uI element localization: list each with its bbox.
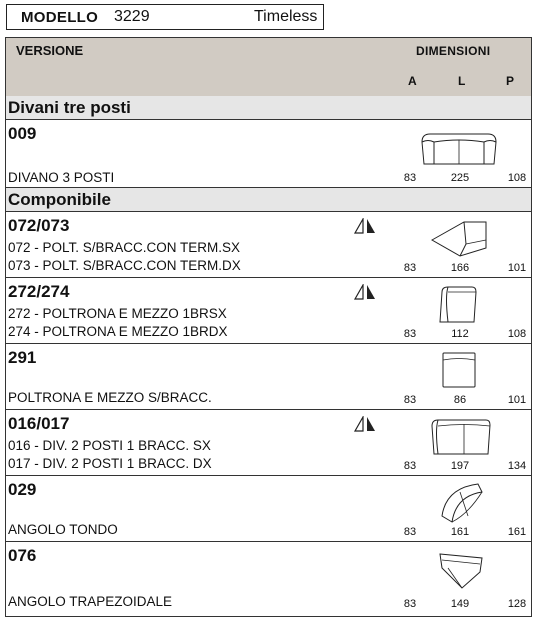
version-description: 073 - POLT. S/BRACC.CON TERM.DX [8, 258, 241, 273]
table-row [6, 278, 531, 344]
dim-p-header: P [506, 74, 515, 88]
table-row [6, 344, 531, 410]
version-code: 009 [8, 124, 37, 143]
version-description: DIVANO 3 POSTI [8, 170, 115, 185]
version-code: 291 [8, 348, 37, 367]
dimensions-header: DIMENSIONI [416, 44, 491, 58]
mirror-symmetry-icon [354, 218, 376, 234]
version-code: 272/274 [8, 282, 70, 301]
version-description: 017 - DIV. 2 POSTI 1 BRACC. DX [8, 456, 212, 471]
dim-l-value: 197 [450, 460, 470, 472]
version-code: 072/073 [8, 216, 70, 235]
version-description: ANGOLO TONDO [8, 522, 118, 537]
dim-l-header: L [458, 74, 466, 88]
model-label: MODELLO [21, 9, 99, 26]
model-box [6, 4, 324, 30]
versions-table [5, 37, 532, 617]
chair-half-one-arm-icon [436, 284, 480, 326]
version-description: 072 - POLT. S/BRACC.CON TERM.SX [8, 240, 241, 255]
dim-p-value: 161 [507, 526, 527, 538]
dim-l-value: 225 [450, 172, 470, 184]
dim-p-value: 101 [507, 394, 527, 406]
version-code: 076 [8, 546, 37, 565]
round-corner-icon [438, 480, 486, 524]
table-header [6, 38, 531, 97]
sofa-3-seat-icon [418, 128, 500, 168]
armless-chair-icon [440, 350, 478, 390]
table-row [6, 476, 531, 542]
model-name: Timeless [254, 8, 318, 25]
dim-a-value: 83 [403, 262, 417, 274]
table-row [6, 410, 531, 476]
version-description: 016 - DIV. 2 POSTI 1 BRACC. SX [8, 438, 211, 453]
mirror-symmetry-icon [354, 416, 376, 432]
version-header: VERSIONE [16, 43, 84, 58]
section-title: Componibile [8, 190, 111, 209]
dim-a-value: 83 [403, 394, 417, 406]
section-title: Divani tre posti [8, 98, 131, 117]
version-description: ANGOLO TRAPEZOIDALE [8, 594, 173, 609]
dim-p-value: 128 [507, 598, 527, 610]
version-description: 272 - POLTRONA E MEZZO 1BRSX [8, 306, 227, 321]
table-row [6, 212, 531, 278]
mirror-symmetry-icon [354, 284, 376, 300]
dim-a-value: 83 [403, 598, 417, 610]
dim-l-value: 166 [450, 262, 470, 274]
section-divani-tre-posti [6, 96, 531, 120]
dim-a-value: 83 [403, 328, 417, 340]
dim-l-value: 86 [453, 394, 467, 406]
dim-p-value: 101 [507, 262, 527, 274]
dim-a-value: 83 [403, 460, 417, 472]
armless-chair-end-icon [426, 218, 492, 258]
dim-l-value: 112 [451, 328, 469, 340]
dim-p-value: 134 [507, 460, 527, 472]
dim-l-value: 161 [450, 526, 470, 538]
version-description: POLTRONA E MEZZO S/BRACC. [8, 390, 212, 405]
dim-a-header: A [408, 74, 417, 88]
dim-a-value: 83 [403, 526, 417, 538]
table-row [6, 542, 531, 616]
version-code: 029 [8, 480, 37, 499]
dim-p-value: 108 [507, 172, 527, 184]
dim-l-value: 149 [450, 598, 470, 610]
dim-p-value: 108 [507, 328, 527, 340]
model-code: 3229 [114, 8, 150, 25]
dim-a-value: 83 [403, 172, 417, 184]
trapezoid-corner-icon [434, 550, 490, 592]
section-componibile [6, 188, 531, 212]
table-row [6, 120, 531, 188]
sofa-2-seat-one-arm-icon [428, 416, 494, 458]
version-description: 274 - POLTRONA E MEZZO 1BRDX [8, 324, 228, 339]
version-code: 016/017 [8, 414, 70, 433]
